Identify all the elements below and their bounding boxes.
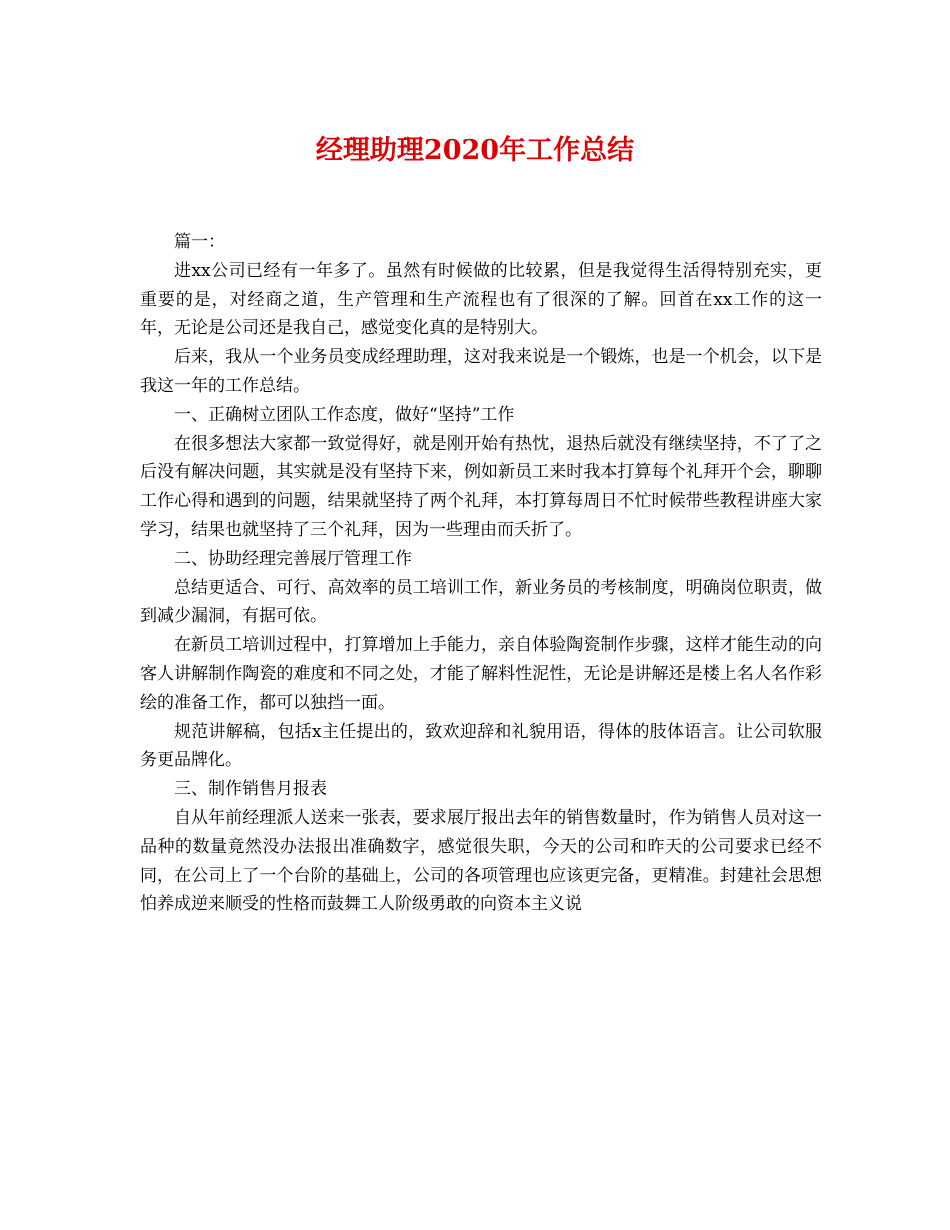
- paragraph: 总结更适合、可行、高效率的员工培训工作，新业务员的考核制度，明确岗位职责，做到减少漏洞，有据可依。: [140, 577, 822, 627]
- document-title: 经理助理2020年工作总结: [315, 135, 635, 166]
- paragraph: 在新员工培训过程中，打算增加上手能力，亲自体验陶瓷制作步骤，这样才能生动的向客人讲解制作陶瓷的难度和不同之处，才能了解料性泥性，无论是讲解还是楼上名人名作彩绘的准备工作，都可以独挡一面。: [140, 635, 822, 713]
- paragraph: 自从年前经理派人送来一张表，要求展厅报出去年的销售数量时，作为销售人员对这一品种的数量竟然没办法报出准确数字，感觉很失职，今天的公司和昨天的公司要求已经不同，在公司上了一个台阶的基础上，公司的各项管理也应该更完备，更精准。封建社会思想怕养成逆来顺受的性格而鼓舞工人阶级勇敢的向资本主义说: [140, 807, 822, 915]
- paragraph-heading-part-one: 篇一：: [174, 232, 225, 252]
- document-body: [140, 228, 822, 919]
- section-heading: 三、制作销售月报表: [174, 779, 327, 800]
- paragraph: 进xx公司已经有一年多了。虽然有时候做的比较累，但是我觉得生活得特别充实，更重要的是，对经商之道，生产管理和生产流程也有了很深的了解。回首在xx工作的这一年，无论是公司还是我自己，感觉变化真的是特别大。: [140, 260, 822, 339]
- section-heading: 一、正确树立团队工作态度，做好“坚持”工作: [174, 404, 515, 425]
- paragraph: 规范讲解稿，包括x主任提出的，致欢迎辞和礼貌用语，得体的肢体语言。让公司软服务更品牌化。: [140, 721, 822, 771]
- section-heading: 二、协助经理完善展厅管理工作: [174, 548, 412, 569]
- paragraph: 在很多想法大家都一致觉得好，就是刚开始有热忱，退热后就没有继续坚持，不了了之后没有解决问题，其实就是没有坚持下来，例如新员工来时我本打算每个礼拜开个会，聊聊工作心得和遇到的问题，结果就坚持了两个礼拜，本打算每周日不忙时候带些教程讲座大家学习，结果也就坚持了三个礼拜，因为一些理由而夭折了。: [140, 433, 822, 540]
- paragraph: 后来，我从一个业务员变成经理助理，这对我来说是一个锻炼，也是一个机会，以下是我这一年的工作总结。: [140, 347, 822, 396]
